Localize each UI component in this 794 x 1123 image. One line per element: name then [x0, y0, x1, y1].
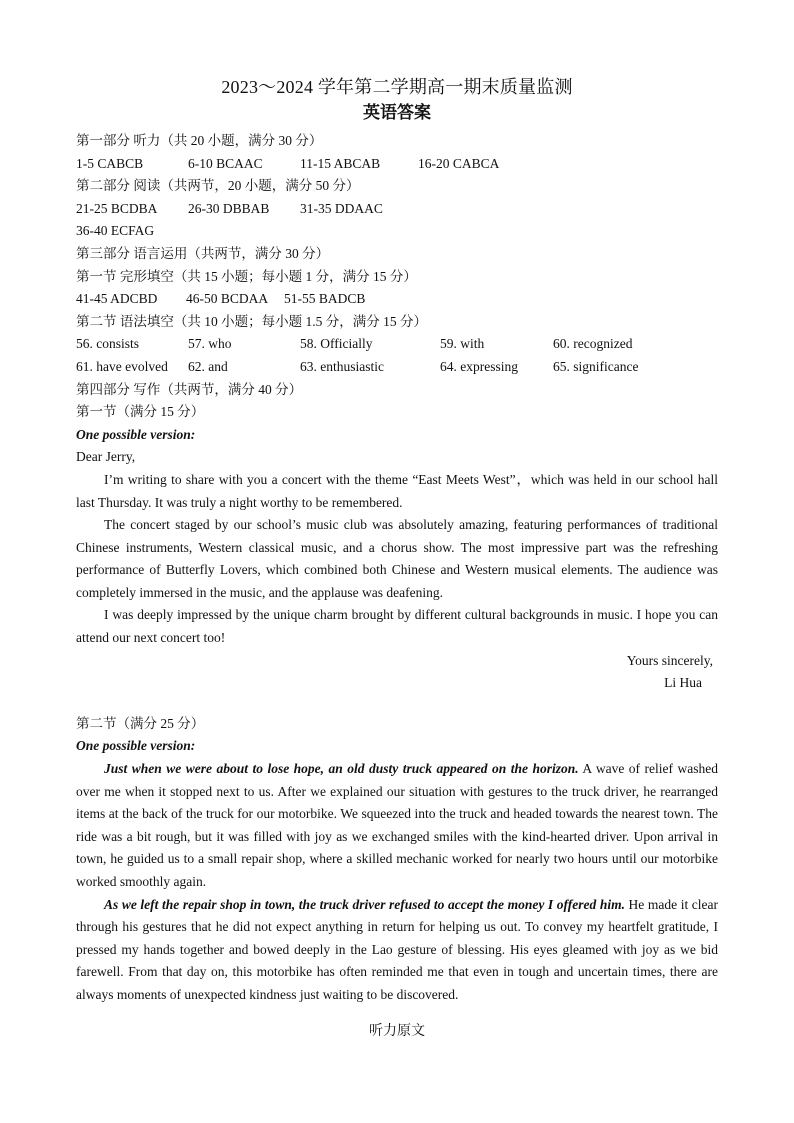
answer-sheet [76, 74, 718, 1043]
story-body: A wave of relief washed over me when it stopped next to us. After we explained our situation with gestures to the truck driver, he rearranged items at the back of the truck for our motorbike. We squeezed into the truck and headed towards the nearest town. The ride was a bit rough, but it was filled with joy as we exchanged smiles with the kind-hearted driver. Upon arrival in town, he guided us to a small repair shop, where a skilled mechanic worked for nearly two hours until our motorbike worked smoothly again. [76, 761, 718, 889]
story-body: He made it clear through his gestures that he did not expect anything in return for helping us out. To convey my heartfelt gratitude, I pressed my hands together and bowed deeply in the Lao gesture of blessing. His eyes gleamed with joy as we bid farewell. From that day on, this motorbike has often reminded me that even in tough and uncertain times, there are always moments of unexpected kindness just waiting to be discovered. [76, 896, 718, 1002]
answer-group: 11-15 ABCAB [300, 155, 381, 171]
listening-transcript-heading: 听力原文 [369, 1023, 425, 1039]
part1-answers [76, 153, 718, 176]
grammar-answer: 64. expressing [440, 358, 518, 374]
answer-group: 1-5 CABCB [76, 155, 144, 171]
story-paragraph-2 [76, 894, 718, 1007]
part3-section1-answers [76, 288, 718, 311]
part4-heading: 第四部分 写作（共两节，满分 40 分） [76, 381, 303, 397]
grammar-answer: 56. consists [76, 336, 140, 352]
part3-section1-heading: 第一节 完形填空（共 15 小题；每小题 1 分，满分 15 分） [76, 268, 417, 284]
answer-group: 26-30 DBBAB [188, 200, 270, 216]
letter-paragraph: The concert staged by our school’s music club was absolutely amazing, featuring performances of traditional Chinese instruments, Western classical music, and a chorus show. The most impressive part was the refreshing performance of Butterfly Lovers, which combined both Chinese and Western musical elements. The audience was completely immersed in the music, and the applause was deafening. [76, 517, 718, 600]
letter-paragraph: I’m writing to share with you a concert with the theme “East Meets West”，which was held in our school hall last Thursday. It was truly a night worthy to be remembered. [76, 471, 718, 510]
grammar-answer: 62. and [188, 358, 228, 374]
part1-heading: 第一部分 听力（共 20 小题，满分 30 分） [76, 133, 323, 148]
letter-greeting: Dear Jerry, [76, 449, 136, 465]
part2-answers-row1 [76, 198, 718, 221]
grammar-answer: 61. have evolved [76, 358, 168, 374]
part2-answers-row2: 36-40 ECFAG [76, 223, 155, 239]
answer-group: 21-25 BCDBA [76, 200, 158, 216]
answer-group: 41-45 ADCBD [76, 291, 158, 307]
letter-closing: Yours sincerely, [626, 652, 713, 668]
part2-heading: 第二部分 阅读（共两节，20 小题，满分 50 分） [76, 178, 360, 194]
part3-section2-row1 [76, 333, 718, 356]
version-label: One possible version: [76, 426, 196, 442]
story-lead-sentence: As we left the repair shop in town, the truck driver refused to accept the money I offered him. [104, 896, 625, 912]
answer-group: 46-50 BCDAA [186, 291, 269, 307]
answer-group: 31-35 DDAAC [300, 200, 383, 216]
part3-heading: 第三部分 语言运用（共两节，满分 30 分） [76, 245, 330, 261]
part3-section2-row2 [76, 356, 718, 379]
answer-group: 16-20 CABCA [418, 155, 500, 171]
grammar-answer: 59. with [440, 336, 485, 352]
letter-signature: Li Hua [664, 675, 702, 691]
grammar-answer: 58. Officially [300, 336, 373, 352]
grammar-answer: 57. who [188, 336, 232, 352]
page-title: 2023～2024 学年第二学期高一期末质量监测 [221, 77, 573, 97]
grammar-answer: 63. enthusiastic [300, 358, 384, 374]
page-subtitle: 英语答案 [363, 103, 431, 122]
part4-section1-heading: 第一节（满分 15 分） [76, 404, 205, 420]
letter-paragraph: I was deeply impressed by the unique charm brought by different cultural backgrounds in music. I hope you can attend our next concert too! [76, 607, 718, 646]
answer-group: 51-55 BADCB [284, 291, 366, 307]
story-paragraph-1 [76, 758, 718, 894]
grammar-answer: 65. significance [553, 358, 639, 374]
part4-section2-heading: 第二节（满分 25 分） [76, 715, 205, 731]
grammar-answer: 60. recognized [553, 336, 633, 352]
story-lead-sentence: Just when we were about to lose hope, an old dusty truck appeared on the horizon. [104, 761, 579, 777]
answer-group: 6-10 BCAAC [188, 155, 263, 171]
version-label: One possible version: [76, 738, 196, 754]
part3-section2-heading: 第二节 语法填空（共 10 小题；每小题 1.5 分，满分 15 分） [76, 313, 427, 329]
